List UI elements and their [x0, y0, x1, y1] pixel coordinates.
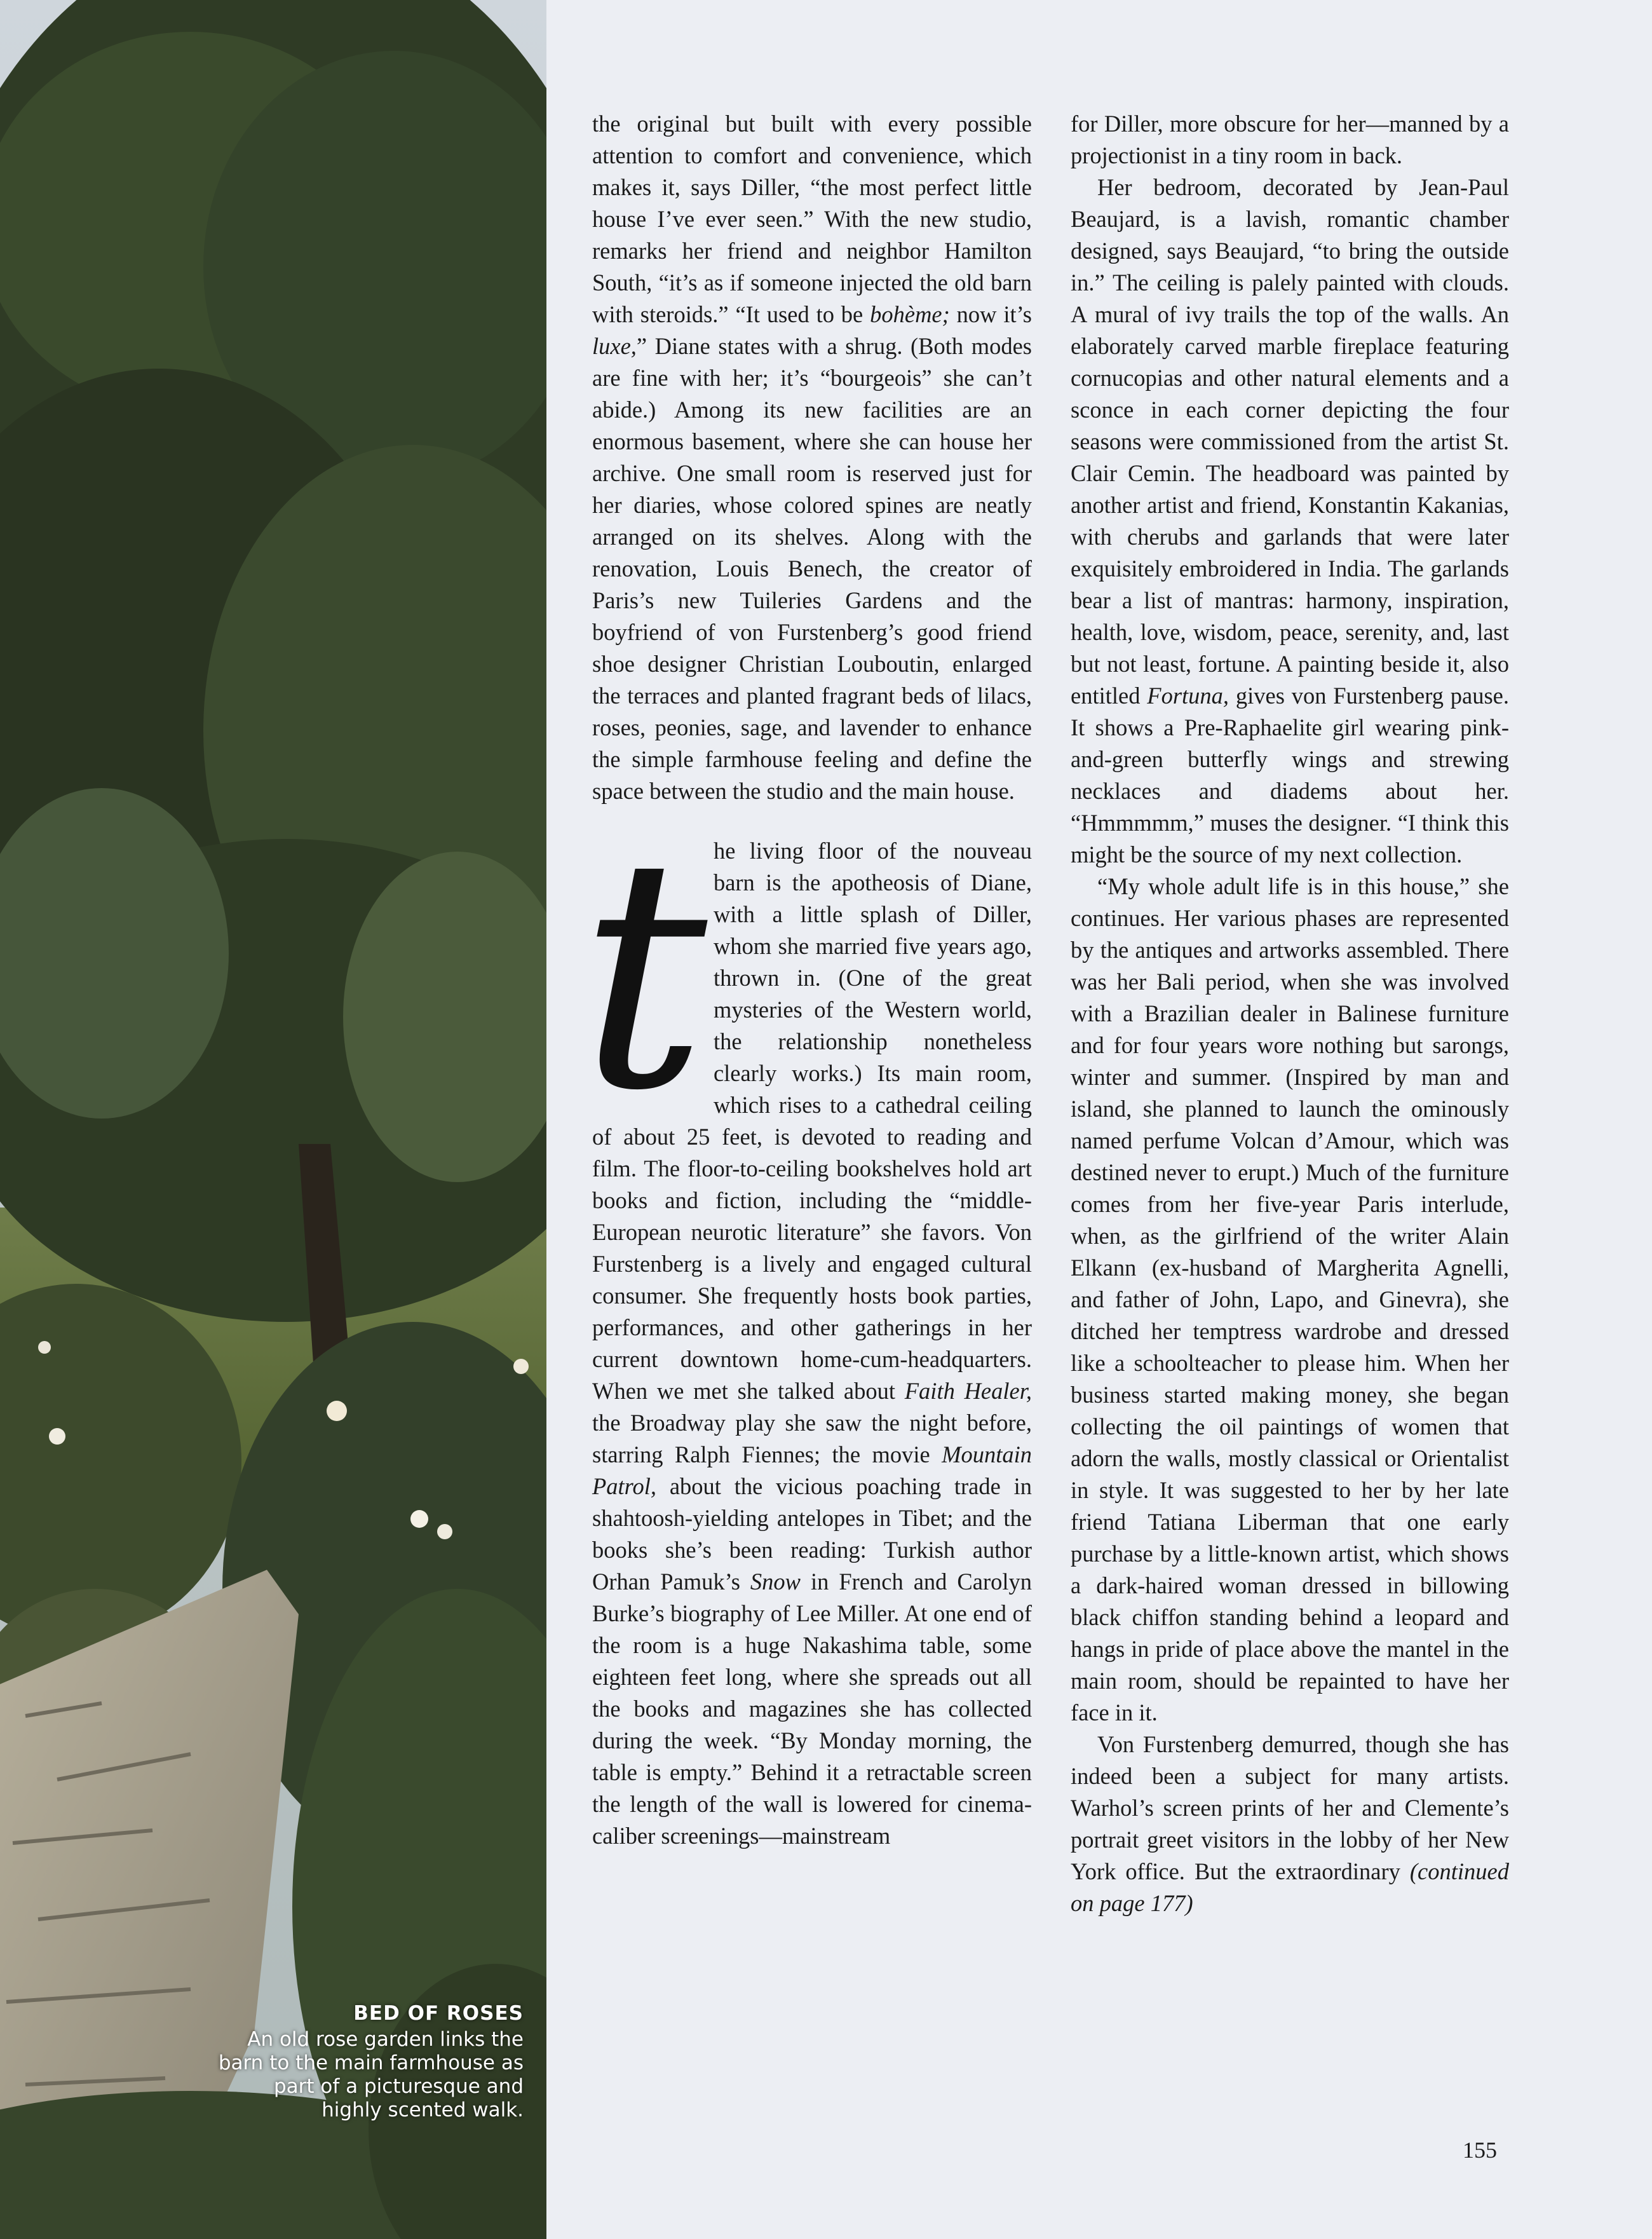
text-run: ” Diane states with a shrug. (Both modes are fine with her; it’s “bourgeois” she can’t abide.) Among its new facilities are an enormous basement, where she can house her archive. One small room is reserved just for her diaries, whose colored spines are neatly arranged on its shelves. Along with the renovation, Louis Benech, the creator of Paris’s new Tuileries Gardens and the boyfriend of von Furstenberg’s good friend shoe designer Christian Louboutin, enlarged the terraces and planted fragrant beds of lilacs, roses, peonies, sage, and lavender to enhance the simple farmhouse feeling and define the space between the studio and the main house.	[592, 333, 1032, 804]
text-run: the Broadway play she saw the night before, starring Ralph Fiennes; the movie	[592, 1410, 1032, 1467]
italic-text: Mountain Patrol,	[592, 1441, 1032, 1499]
paragraph	[1071, 1729, 1509, 1919]
page-number: 155	[1463, 2137, 1497, 2163]
paragraph	[592, 108, 1032, 807]
paragraph-dropcap	[579, 790, 1032, 1852]
continued-reference: (continued on page 177)	[1071, 1858, 1509, 1916]
italic-text: Fortuna,	[1147, 683, 1229, 709]
italic-text: Snow	[750, 1569, 801, 1595]
caption-text: An old rose garden links the barn to the main farmhouse as part of a picturesque and highly scented walk.	[218, 2028, 524, 2121]
photo-caption	[210, 2002, 524, 2122]
garden-photo-illustration	[0, 0, 546, 2239]
text-run: the original but built with every possible attention to comfort and convenience, which makes it, says Diller, “the most perfect little house I’ve ever seen.” With the new studio, remarks her friend and neighbor Hamilton South, “it’s as if someone injected the old barn with steroids.” “It used to be	[592, 111, 1032, 327]
garden-photo	[0, 0, 546, 2239]
paragraph	[1071, 172, 1509, 871]
italic-text: luxe,	[592, 333, 637, 359]
text-run: gives von Furstenberg pause. It shows a Pre-Raphaelite girl wearing pink-and-green butterfly wings and strewing necklaces and diadems about her. “Hmmmmm,” muses the designer. “I think this might be the source of my next collection.	[1071, 683, 1509, 868]
drop-cap: t	[579, 790, 707, 1160]
text-run: Her bedroom, decorated by Jean-Paul Beaujard, is a lavish, romantic chamber designed, says Beaujard, “to bring the outside in.” The ceiling is palely painted with clouds. A mural of ivy trails the top of the walls. An elaborately carved marble fireplace featuring cornucopias and other natural elements and a sconce in each corner depicting the four seasons were commissioned from the artist St. Clair Cemin. The headboard was painted by another artist and friend, Konstantin Kakanias, with cherubs and garlands that were later exquisitely embroidered in India. The garlands bear a list of mantras: harmony, inspiration, health, love, wisdom, peace, serenity, and, last but not least, fortune. A painting beside it, also entitled	[1071, 174, 1509, 709]
article-page	[546, 0, 1652, 2239]
paragraph: “My whole adult life is in this house,” she continues. Her various phases are represented by the antiques and artworks assembled. There was her Bali period, when she was involved with a Brazilian dealer in Balinese furniture and for four years wore nothing but sarongs, winter and summer. (Inspired by man and island, she planned to launch the ominously named perfume Volcan d’Amour, which was destined never to erupt.) Much of the furniture comes from her five-year Paris interlude, when, as the girlfriend of the writer Alain Elkann (ex-husband of Margherita Agnelli, and father of John, Lapo, and Ginevra), she ditched her temptress wardrobe and dressed like a schoolteacher to please him. When her business started making money, she began collecting the oil paintings of women that adorn the walls, mostly classical or Orientalist in style. It was suggested to her by her late friend Tatiana Liberman that one early purchase by a little-known artist, which shows a dark-haired woman dressed in billowing black chiffon standing behind a leopard and hangs in pride of place above the mantel in the main room, should be repainted to have her face in it.	[1071, 873, 1509, 1725]
italic-text: bohème;	[870, 301, 950, 327]
text-run: in French and Carolyn Burke’s biography of Lee Miller. At one end of the room is a huge Nakashima table, some eighteen feet long, where she spreads out all the books and magazines she has collected during the week. “By Monday morning, the table is empty.” Behind it a retractable screen the length of the wall is lowered for cinema-caliber screenings—mainstream	[592, 1569, 1032, 1849]
text-run: Von Furstenberg demurred, though she has indeed been a subject for many artists. Warhol’s screen prints of her and Clemente’s portrait greet visitors in the lobby of her New York office. But the extraordinary	[1071, 1731, 1509, 1884]
article-column-2	[1071, 108, 1509, 1919]
caption-title: BED OF ROSES	[353, 2002, 524, 2025]
italic-text: Faith Healer,	[904, 1378, 1032, 1404]
paragraph: for Diller, more obscure for her—manned by a projectionist in a tiny room in back.	[1071, 111, 1509, 168]
article-column-1	[579, 108, 1032, 1852]
text-run: now it’s	[949, 301, 1032, 327]
text-run: he living floor of the nouveau barn is the apotheosis of Diane, with a little splash of Diller, whom she married five years ago, thrown in. (One of the great mysteries of the Western world, the relationship nonetheless clearly works.) Its main room, which rises to a cathedral ceiling of about 25 feet, is devoted to reading and film. The floor-to-ceiling bookshelves hold art books and fiction, including the “middle-European neurotic literature” she favors. Von Furstenberg is a lively and engaged cultural consumer. She frequently hosts book parties, performances, and other gatherings in her current downtown home-cum-headquarters. When we met she talked about	[592, 838, 1032, 1404]
text-run: about the vicious poaching trade in shahtoosh-yielding antelopes in Tibet; and the books she’s been reading: Turkish author Orhan Pamuk’s	[592, 1473, 1032, 1595]
